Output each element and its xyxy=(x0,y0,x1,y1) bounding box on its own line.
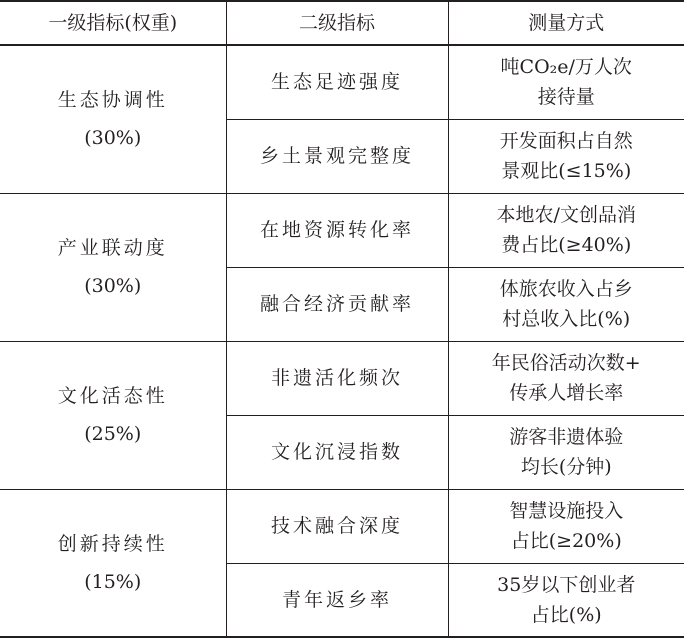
header-primary-indicator: 一级指标(权重) xyxy=(0,1,226,45)
measurement-line-2: 景观比(≤15%) xyxy=(501,160,632,182)
measurement-method xyxy=(448,267,684,341)
secondary-indicator: 在地资源转化率 xyxy=(226,193,448,267)
measurement-line-1: 本地农/文创品消 xyxy=(496,204,636,226)
measurement-method xyxy=(448,341,684,415)
primary-indicator-weight: (25%) xyxy=(84,423,142,445)
measurement-line-1: 智慧设施投入 xyxy=(509,500,624,522)
secondary-indicator: 非遗活化频次 xyxy=(226,341,448,415)
primary-indicator-cell xyxy=(0,341,226,489)
primary-indicator-cell xyxy=(0,45,226,193)
secondary-indicator: 文化沉浸指数 xyxy=(226,415,448,489)
primary-indicator-cell xyxy=(0,489,226,637)
measurement-line-2: 传承人增长率 xyxy=(509,382,624,404)
measurement-line-2: 费占比(≥40%) xyxy=(501,234,632,256)
measurement-line-1: 35岁以下创业者 xyxy=(497,573,636,596)
measurement-method xyxy=(448,193,684,267)
primary-indicator-name: 产业联动度 xyxy=(57,237,168,259)
table-row xyxy=(0,489,684,563)
measurement-line-2: 接待量 xyxy=(537,86,595,109)
measurement-line-2: 村总收入比(%) xyxy=(502,308,631,330)
primary-indicator-weight: (30%) xyxy=(84,275,142,297)
table-row xyxy=(0,193,684,267)
measurement-line-1: 年民俗活动次数+ xyxy=(491,352,641,374)
measurement-line-2: 占比(%) xyxy=(530,603,602,626)
measurement-line-1: 开发面积占自然 xyxy=(499,130,633,152)
secondary-indicator: 生态足迹强度 xyxy=(226,45,448,119)
measurement-line-1: 吨CO₂e/万人次 xyxy=(500,56,632,79)
table-row xyxy=(0,45,684,119)
measurement-line-2: 占比(≥20%) xyxy=(510,530,622,552)
primary-indicator-cell xyxy=(0,193,226,341)
primary-indicator-weight: (15%) xyxy=(84,570,142,593)
primary-indicator-name: 文化活态性 xyxy=(57,385,168,407)
secondary-indicator: 乡土景观完整度 xyxy=(226,119,448,193)
header-secondary-indicator: 二级指标 xyxy=(226,1,448,45)
secondary-indicator: 技术融合深度 xyxy=(226,489,448,563)
measurement-method xyxy=(448,489,684,563)
measurement-method xyxy=(448,45,684,119)
measurement-line-1: 体旅农收入占乡 xyxy=(499,278,633,300)
primary-indicator-name: 创新持续性 xyxy=(57,532,168,555)
measurement-method xyxy=(448,119,684,193)
measurement-line-2: 均长(分钟) xyxy=(520,456,612,478)
measurement-line-1: 游客非遗体验 xyxy=(509,426,624,448)
header-measurement-method: 测量方式 xyxy=(448,1,684,45)
primary-indicator-weight: (30%) xyxy=(84,127,142,150)
secondary-indicator: 青年返乡率 xyxy=(226,563,448,637)
secondary-indicator: 融合经济贡献率 xyxy=(226,267,448,341)
measurement-method xyxy=(448,563,684,637)
table-header-row xyxy=(0,1,684,45)
table-row xyxy=(0,341,684,415)
primary-indicator-name: 生态协调性 xyxy=(57,89,168,112)
measurement-method xyxy=(448,415,684,489)
